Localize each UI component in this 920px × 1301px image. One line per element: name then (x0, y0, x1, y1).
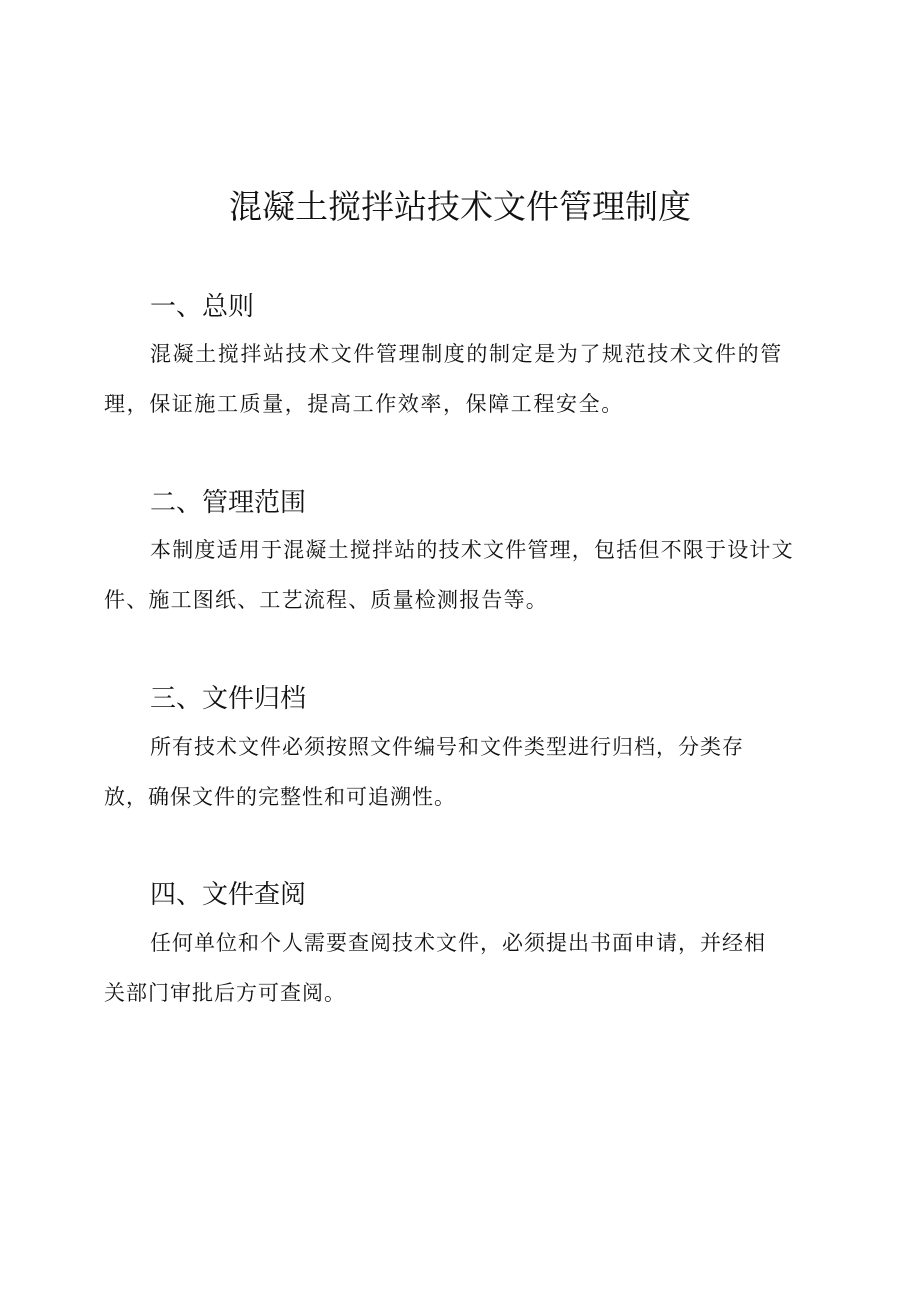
document-title: 混凝土搅拌站技术文件管理制度 (229, 187, 691, 226)
section-paragraph-line: 本制度适用于混凝土搅拌站的技术文件管理，包括但不限于设计文 (150, 538, 794, 562)
section-paragraph-line: 混凝土搅拌站技术文件管理制度的制定是为了规范技术文件的管 (150, 342, 783, 366)
section-paragraph-line: 放，确保文件的完整性和可追溯性。 (104, 785, 456, 809)
section-heading-scope: 二、管理范围 (150, 488, 307, 518)
section-paragraph-line: 关部门审批后方可查阅。 (104, 981, 346, 1005)
section-paragraph-line: 理，保证施工质量，提高工作效率，保障工程安全。 (104, 392, 624, 416)
section-paragraph-line: 任何单位和个人需要查阅技术文件，必须提出书面申请，并经相 (150, 931, 766, 955)
section-heading-access: 四、文件查阅 (150, 880, 307, 910)
section-heading-general: 一、总则 (150, 292, 255, 322)
section-heading-archiving: 三、文件归档 (150, 684, 307, 714)
section-paragraph-line: 件、施工图纸、工艺流程、质量检测报告等。 (104, 588, 548, 612)
section-paragraph-line: 所有技术文件必须按照文件编号和文件类型进行归档，分类存 (150, 735, 744, 759)
